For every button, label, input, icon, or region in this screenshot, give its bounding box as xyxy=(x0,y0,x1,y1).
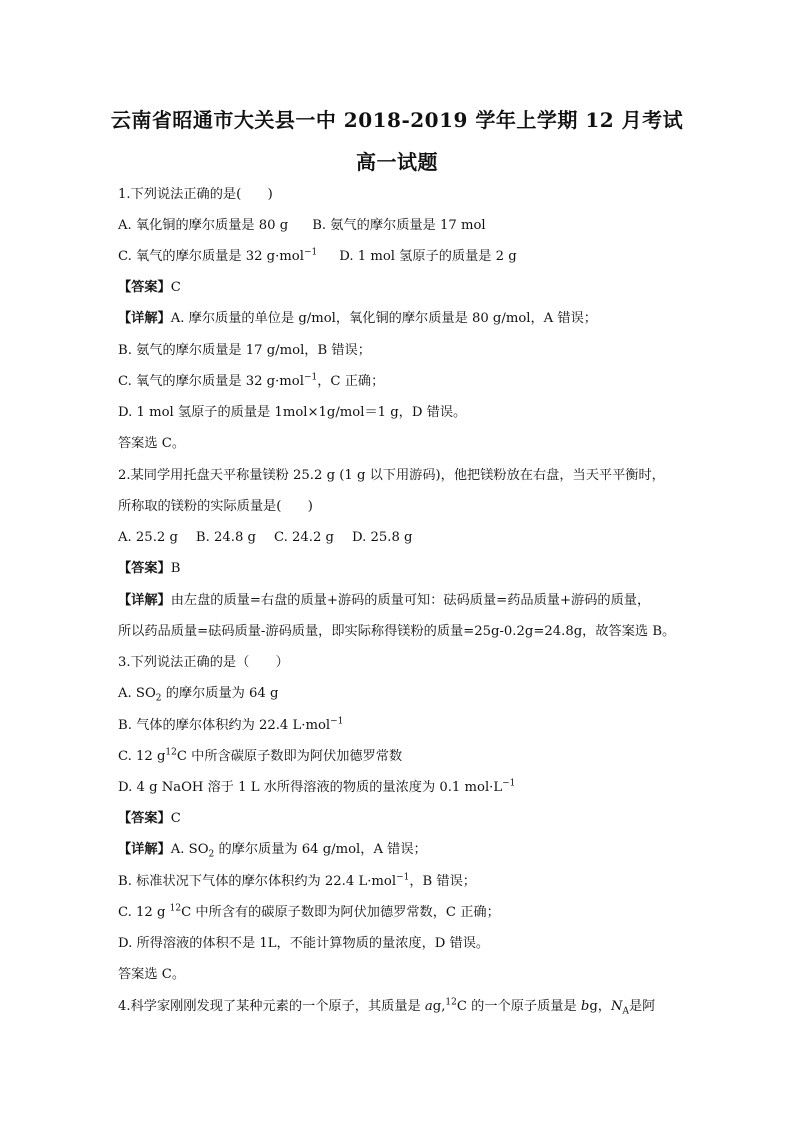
q1-options-cd xyxy=(118,248,517,266)
q3-detail-4: D. 所得溶液的体积不是 1L，不能计算物质的量浓度，D 错误。 xyxy=(118,936,490,951)
q1-option-b: B. 氨气的摩尔质量是 17 mol xyxy=(312,218,486,233)
q2-option-c: C. 24.2 g xyxy=(273,530,334,545)
answer-label: 【答案】 xyxy=(118,811,171,826)
q3-option-a: A. $SO_2$ 的摩尔质量为 64 g xyxy=(118,686,279,704)
answer-value: C xyxy=(170,280,181,295)
q1-conclusion: 答案选 C。 xyxy=(118,436,186,451)
q2-answer xyxy=(118,560,180,578)
q4-stem: 4.科学家刚刚发现了某种元素的一个原子，其质量是 ag,$^{12}$C 的一个原子质量是 bg，$N_A$是阿 xyxy=(118,997,656,1017)
exam-subtitle: 高一试题 xyxy=(356,150,438,174)
answer-value: B xyxy=(170,561,181,576)
q2-options xyxy=(118,529,412,547)
q3-conclusion: 答案选 C。 xyxy=(118,967,186,982)
exam-title: 云南省昭通市大关县一中 2018-2019 学年上学期 12 月考试 xyxy=(110,108,684,132)
q1-option-a: A. 氧化铜的摩尔质量是 80 g xyxy=(118,218,289,233)
answer-value: C xyxy=(170,811,181,826)
q1-option-d: D. 1 mol 氢原子的质量是 2 g xyxy=(339,249,517,264)
q1-stem: 1.下列说法正确的是( ) xyxy=(118,187,273,202)
q1-option-c: C. 氧气的摩尔质量是 32 g·mol$^{-1}$ xyxy=(118,247,318,264)
q1-options-ab xyxy=(118,217,486,235)
q2-detail-1: 【详解】由左盘的质量=右盘的质量+游码的质量可知：砝码质量=药品质量+游码的质量， xyxy=(118,593,651,608)
q3-detail-1: 【详解】A. $SO_2$ 的摩尔质量为 64 g/mol，A 错误； xyxy=(118,842,427,860)
q3-detail-2: B. 标准状况下气体的摩尔体积约为 22.4 L·mol$^{-1}$，B 错误； xyxy=(118,872,476,889)
q3-stem: 3.下列说法正确的是（ ） xyxy=(118,655,289,670)
q3-option-d: D. 4 g NaOH 溶于 1 L 水所得溶液的物质的量浓度为 0.1 $mol\cdot L^{-1}$ xyxy=(118,778,516,795)
q3-option-b: B. 气体的摩尔体积约为 22.4 L·mol$^{-1}$ xyxy=(118,716,344,733)
q2-option-d: D. 25.8 g xyxy=(352,530,413,545)
q3-option-c: C. 12 $g^{12}C$ 中所含碳原子数即为阿伏加德罗常数 xyxy=(118,747,403,764)
detail-label: 【详解】 xyxy=(118,842,171,857)
q2-option-a: A. 25.2 g xyxy=(118,530,178,545)
q2-detail-2: 所以药品质量=砝码质量-游码质量，即实际称得镁粉的质量=25g-0.2g=24.8g，故答案选 B。 xyxy=(118,624,676,639)
q3-detail-3: C. 12 g $^{12}$C 中所含有的碳原子数即为阿伏加德罗常数，C 正确； xyxy=(118,903,500,920)
q2-stem-line-1: 2.某同学用托盘天平称量镁粉 25.2 g (1 g 以下用游码)，他把镁粉放在右盘，当天平平衡时， xyxy=(118,468,665,483)
q2-stem-line-2: 所称取的镁粉的实际质量是( ) xyxy=(118,499,313,514)
detail-label: 【详解】 xyxy=(118,311,171,326)
q1-detail-3: C. 氧气的摩尔质量是 32 g·mol$^{-1}$，C 正确； xyxy=(118,372,385,389)
q1-detail-4: D. 1 mol 氢原子的质量是 1mol×1g/mol＝1 g，D 错误。 xyxy=(118,405,467,420)
detail-label: 【详解】 xyxy=(118,593,171,608)
q1-answer xyxy=(118,279,181,297)
q3-answer xyxy=(118,810,181,828)
answer-label: 【答案】 xyxy=(118,280,171,295)
answer-label: 【答案】 xyxy=(118,561,171,576)
q2-option-b: B. 24.8 g xyxy=(195,530,256,545)
q1-detail-2: B. 氨气的摩尔质量是 17 g/mol，B 错误； xyxy=(118,343,371,358)
q1-detail-1: 【详解】A. 摩尔质量的单位是 g/mol，氧化铜的摩尔质量是 80 g/mol，A 错误； xyxy=(118,311,597,326)
